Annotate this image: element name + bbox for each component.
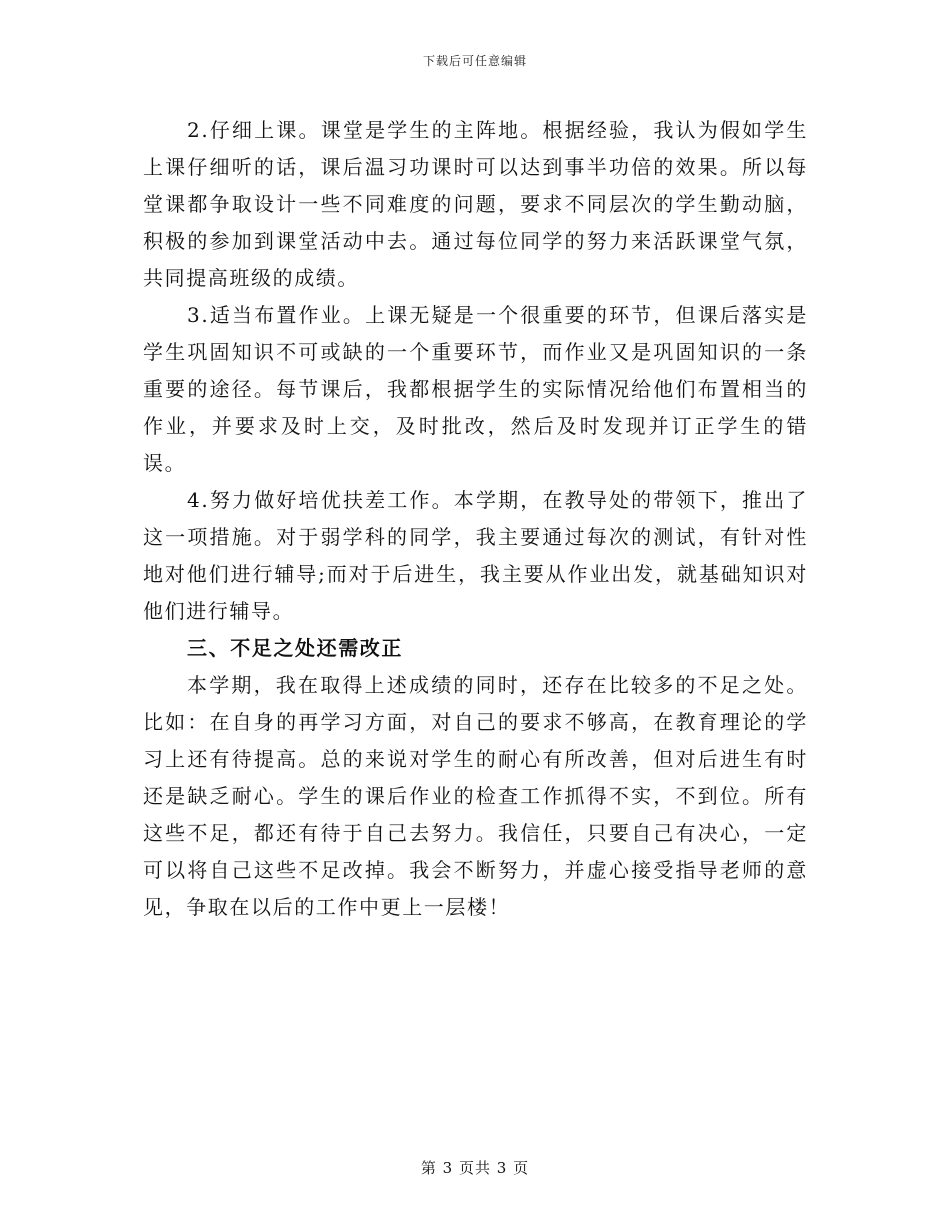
- document-body: [143, 112, 808, 926]
- paragraph-tutoring: 4.努力做好培优扶差工作。本学期，在教导处的带领下，推出了这一项措施。对于弱学科的同学，我主要通过每次的测试，有针对性地对他们进行辅导;而对于后进生，我主要从作业出发，就基础知识对他们进行辅导。: [143, 488, 808, 623]
- page-header: 下载后可任意编辑: [422, 54, 527, 68]
- paragraph-homework: 3.适当布置作业。上课无疑是一个很重要的环节，但课后落实是学生巩固知识不可或缺的一个重要环节，而作业又是巩固知识的一条重要的途径。每节课后，我都根据学生的实际情况给他们布置相当的作业，并要求及时上交，及时批改，然后及时发现并订正学生的错误。: [143, 303, 808, 475]
- paragraph-careful-lessons: 2.仔细上课。课堂是学生的主阵地。根据经验，我认为假如学生上课仔细听的话，课后温习功课时可以达到事半功倍的效果。所以每堂课都争取设计一些不同难度的问题，要求不同层次的学生勤动脑，积极的参加到课堂活动中去。通过每位同学的努力来活跃课堂气氛，共同提高班级的成绩。: [143, 118, 808, 290]
- section-heading-shortcomings: 三、不足之处还需改正: [187, 636, 403, 660]
- paragraph-shortcomings: 本学期，我在取得上述成绩的同时，还存在比较多的不足之处。比如：在自身的再学习方面，对自己的要求不够高，在教育理论的学习上还有待提高。总的来说对学生的耐心有所改善，但对后进生有时还是缺乏耐心。学生的课后作业的检查工作抓得不实，不到位。所有这些不足，都还有待于自己去努力。我信任，只要自己有决心，一定可以将自己这些不足改掉。我会不断努力，并虚心接受指导老师的意见，争取在以后的工作中更上一层楼！: [143, 673, 808, 919]
- page-footer: 第 3 页共 3 页: [420, 1159, 530, 1177]
